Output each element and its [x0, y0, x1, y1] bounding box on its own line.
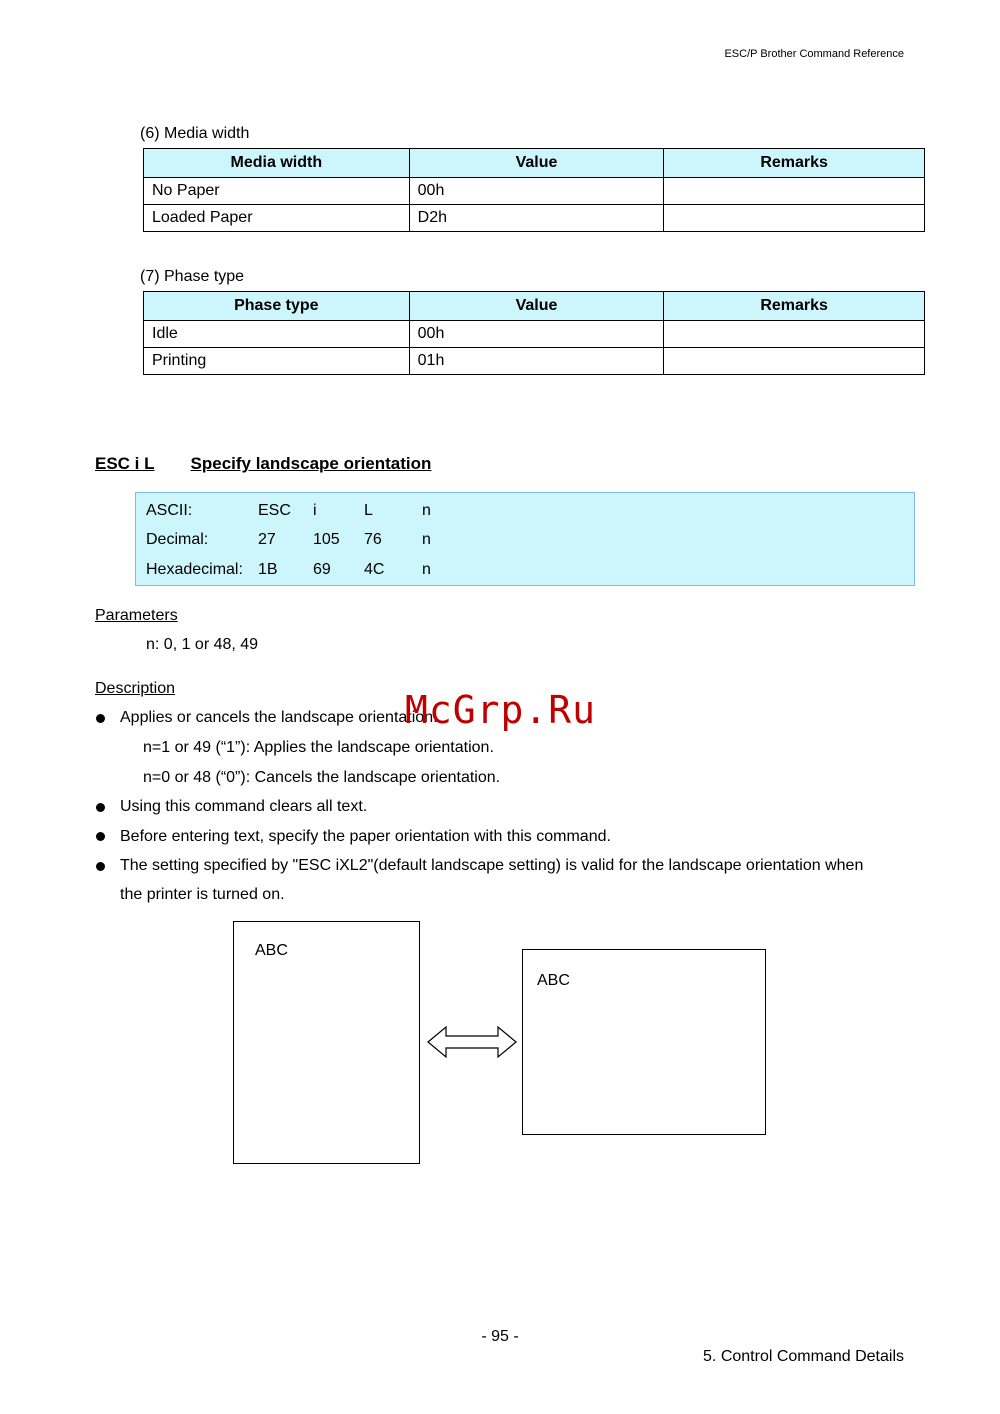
syntax-label: Decimal:: [146, 531, 209, 548]
parameters-heading: Parameters: [95, 607, 178, 624]
syntax-byte: n: [422, 561, 431, 578]
description-subitem: n=1 or 49 (“1”): Applies the landscape orientation.: [143, 739, 494, 756]
description-bullet: Before entering text, specify the paper orientation with this command.: [120, 828, 611, 845]
syntax-label: ASCII:: [146, 502, 193, 519]
description-bullet: Using this command clears all text.: [120, 798, 368, 815]
syntax-byte: ESC: [258, 502, 291, 519]
description-heading: Description: [95, 680, 176, 697]
table-cell: 01h: [409, 348, 664, 375]
bullet-icon: [96, 803, 105, 812]
command-syntax-box: [135, 492, 915, 586]
table-cell: 00h: [409, 178, 664, 205]
chapter-footer: 5. Control Command Details: [703, 1348, 904, 1365]
table-row: [144, 321, 925, 348]
phase-type-table: [143, 291, 925, 375]
running-header: ESC/P Brother Command Reference: [724, 48, 904, 60]
portrait-page-figure: [233, 921, 420, 1164]
media-width-caption: (6) Media width: [140, 125, 250, 142]
command-code: ESC i L: [95, 454, 155, 473]
landscape-page-figure: [522, 949, 766, 1135]
table-header-row: [144, 149, 925, 178]
description-subitem: n=0 or 48 (“0”): Cancels the landscape orientation.: [143, 769, 501, 786]
table-row: [144, 178, 925, 205]
table-cell: Printing: [144, 348, 410, 375]
syntax-byte: n: [422, 531, 431, 548]
table-cell: [664, 205, 925, 232]
description-bullet: Applies or cancels the landscape orientation.: [120, 709, 438, 726]
description-bullet-continuation: the printer is turned on.: [120, 886, 285, 903]
table-cell: No Paper: [144, 178, 410, 205]
table-cell: [664, 178, 925, 205]
table-cell: D2h: [409, 205, 664, 232]
syntax-byte: L: [364, 502, 373, 519]
syntax-byte: n: [422, 502, 431, 519]
syntax-byte: 76: [364, 531, 382, 548]
table-cell: Loaded Paper: [144, 205, 410, 232]
description-bullet: The setting specified by "ESC iXL2"(default landscape setting) is valid for the landscape orientation when: [120, 857, 864, 874]
command-title: Specify landscape orientation: [190, 454, 432, 473]
table-row: [144, 205, 925, 232]
column-header: Phase type: [144, 292, 410, 321]
syntax-byte: 105: [313, 531, 340, 548]
table-cell: Idle: [144, 321, 410, 348]
syntax-byte: 4C: [364, 561, 385, 578]
media-width-table: [143, 148, 925, 232]
portrait-page-label: ABC: [255, 942, 288, 959]
syntax-byte: 1B: [258, 561, 278, 578]
column-header: Value: [409, 292, 664, 321]
column-header: Value: [409, 149, 664, 178]
syntax-byte: i: [313, 502, 317, 519]
table-header-row: [144, 292, 925, 321]
table-cell: [664, 321, 925, 348]
syntax-byte: 27: [258, 531, 276, 548]
phase-type-caption: (7) Phase type: [140, 268, 245, 285]
column-header: Media width: [144, 149, 410, 178]
syntax-label: Hexadecimal:: [146, 561, 243, 578]
column-header: Remarks: [664, 149, 925, 178]
syntax-byte: 69: [313, 561, 331, 578]
table-cell: [664, 348, 925, 375]
double-arrow-icon: [426, 1024, 520, 1060]
bullet-icon: [96, 862, 105, 871]
watermark: McGrp.Ru: [405, 688, 597, 732]
section-title: [95, 454, 431, 474]
column-header: Remarks: [664, 292, 925, 321]
table-cell: 00h: [409, 321, 664, 348]
bullet-icon: [96, 832, 105, 841]
landscape-page-label: ABC: [537, 972, 570, 989]
bullet-icon: [96, 714, 105, 723]
page-number: - 95 -: [481, 1328, 519, 1345]
table-row: [144, 348, 925, 375]
parameters-text: n: 0, 1 or 48, 49: [146, 636, 259, 653]
